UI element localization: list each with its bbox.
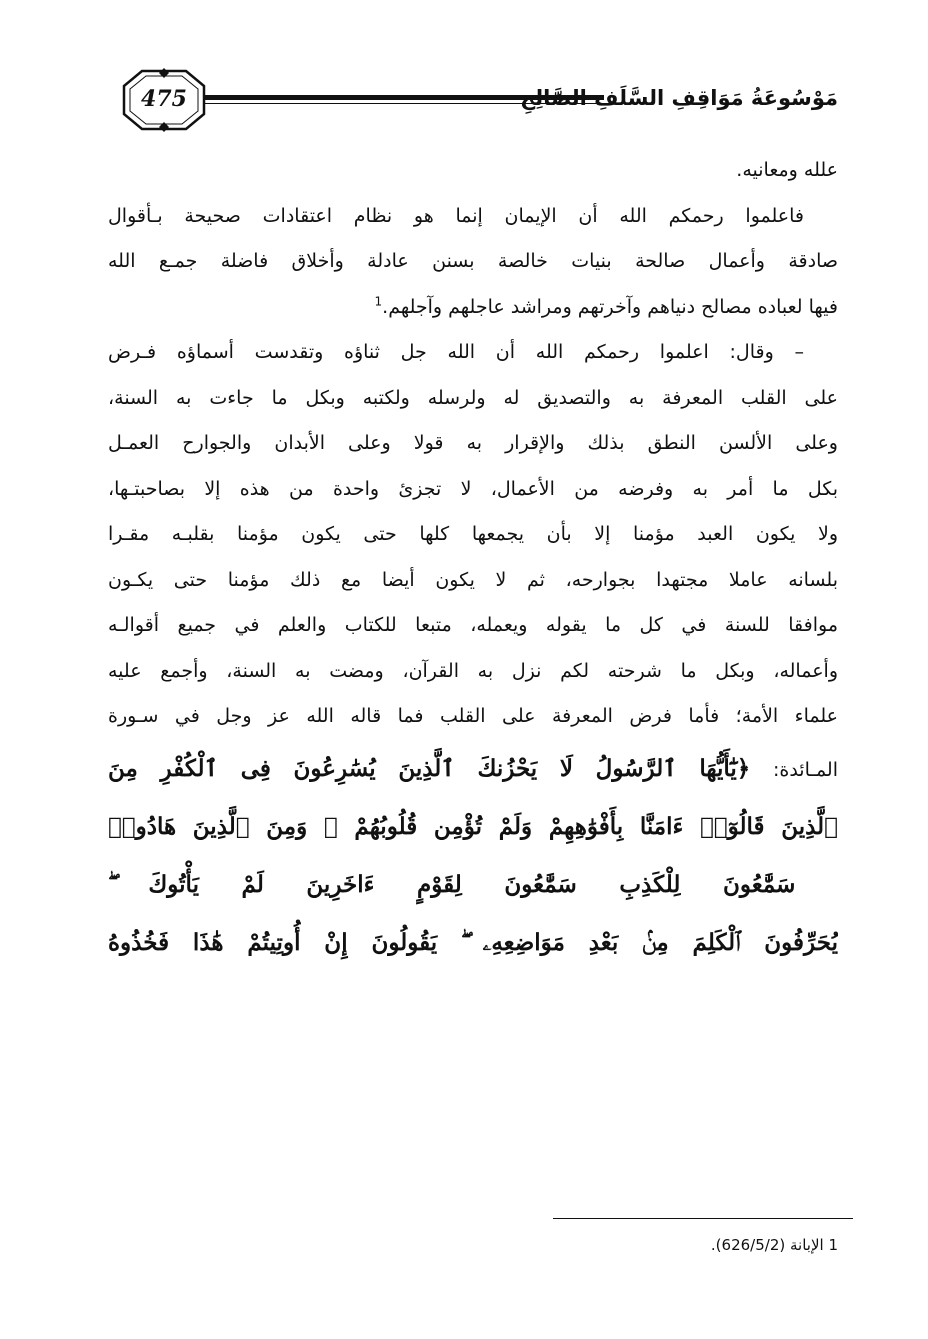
quran-open-bracket: ﴿ [736,754,751,782]
quran-text: يَٰٓأَيُّهَا ٱلرَّسُولُ لَا يَحْزُنكَ ٱلَّذِينَ يُسَٰرِعُونَ فِى ٱلْكُفْرِ مِنَ [108,754,737,782]
text-line: على القلب المعرفة به والتصديق له ولرسله ولكتبه وبكل ما جاءت به السنة، [108,386,838,409]
page-number-badge [122,68,206,132]
text-line: وعلى الألسن النطق بذلك والإقرار به قولا وعلى الأبدان والجوارح العمـل [108,432,838,454]
surah-label: المـائدة: [772,758,838,781]
text-line: ولا يكون العبد مؤمنا إلا بأن يجمعها كلها حتى يكون مؤمنا بقلبـه مقـرا [108,523,838,545]
footnote-number: 1 [828,1236,838,1254]
footnote-separator [553,1218,853,1219]
quran-verse-line: ۛ سَمَّٰعُونَ لِلْكَذِبِ سَمَّٰعُونَ لِقَوْمٍ ءَاخَرِينَ لَمْ يَأْتُوكَ ۖ [108,870,838,898]
text-line: صادقة وأعمال صالحة بنيات خالصة بسنن عادلة وأخلاق فاضلة جمـع الله [108,250,838,272]
text-line: – وقال: اعلموا رحمكم الله أن الله جل ثناؤه وتقدست أسماؤه فـرض [108,341,804,363]
footnote [553,1234,838,1256]
text-line: وأعماله، وبكل ما شرحته لكم نزل به القرآن، ومضت به السنة، وأجمع عليه [108,659,838,682]
text-line-content: فيها لعباده مصالح دنياهم وآخرتهم ومراشد عاجلهم وآجلهم. [382,295,838,318]
footnote-text: الإبانة (626/5/2). [710,1236,824,1254]
text-line: بلسانه عاملا مجتهدا بجوارحه، ثم لا يكون أيضا مع ذلك مؤمنا حتى يكـون [108,568,838,591]
text-line: موافقا للسنة في كل ما يقوله ويعمله، متبعا للكتاب والعلم في جميع أقوالـه [108,614,838,636]
footnote-reference[interactable]: 1 [374,294,383,309]
text-line [108,285,838,331]
text-line: علماء الأمة؛ فأما فرض المعرفة على القلب فما قاله الله عز وجل في سـورة [108,705,838,727]
quran-verse-line [108,740,838,798]
page-header [108,64,838,136]
book-title: مَوْسُوعَةُ مَوَاقِفِ السَّلَفِ الصَّالِحِ [520,86,838,110]
quran-verse-line: يُحَرِّفُونَ ٱلْكَلِمَ مِنۢ بَعْدِ مَوَاضِعِهِۦ ۖ يَقُولُونَ إِنْ أُوتِيتُمْ هَٰذَا فَخُذُوهُ [108,928,838,956]
text-line: فاعلموا رحمكم الله أن الإيمان إنما هو نظام اعتقادات صحيحة بـأقوال [108,204,804,227]
page-number: 475 [141,86,187,112]
quran-verse-line: ٱلَّذِينَ قَالُوٓا۟ ءَامَنَّا بِأَفْوَٰهِهِمْ وَلَمْ تُؤْمِن قُلُوبُهُمْ ۛ وَمِنَ ٱلَّذِينَ هَادُوا۟ [108,812,838,840]
text-line: بكل ما أمر به وفرضه من الأعمال، لا تجزئ واحدة من هذه إلا بصاحبتـها، [108,477,838,500]
text-line: علله ومعانيه. [736,159,838,181]
main-text [108,148,838,972]
